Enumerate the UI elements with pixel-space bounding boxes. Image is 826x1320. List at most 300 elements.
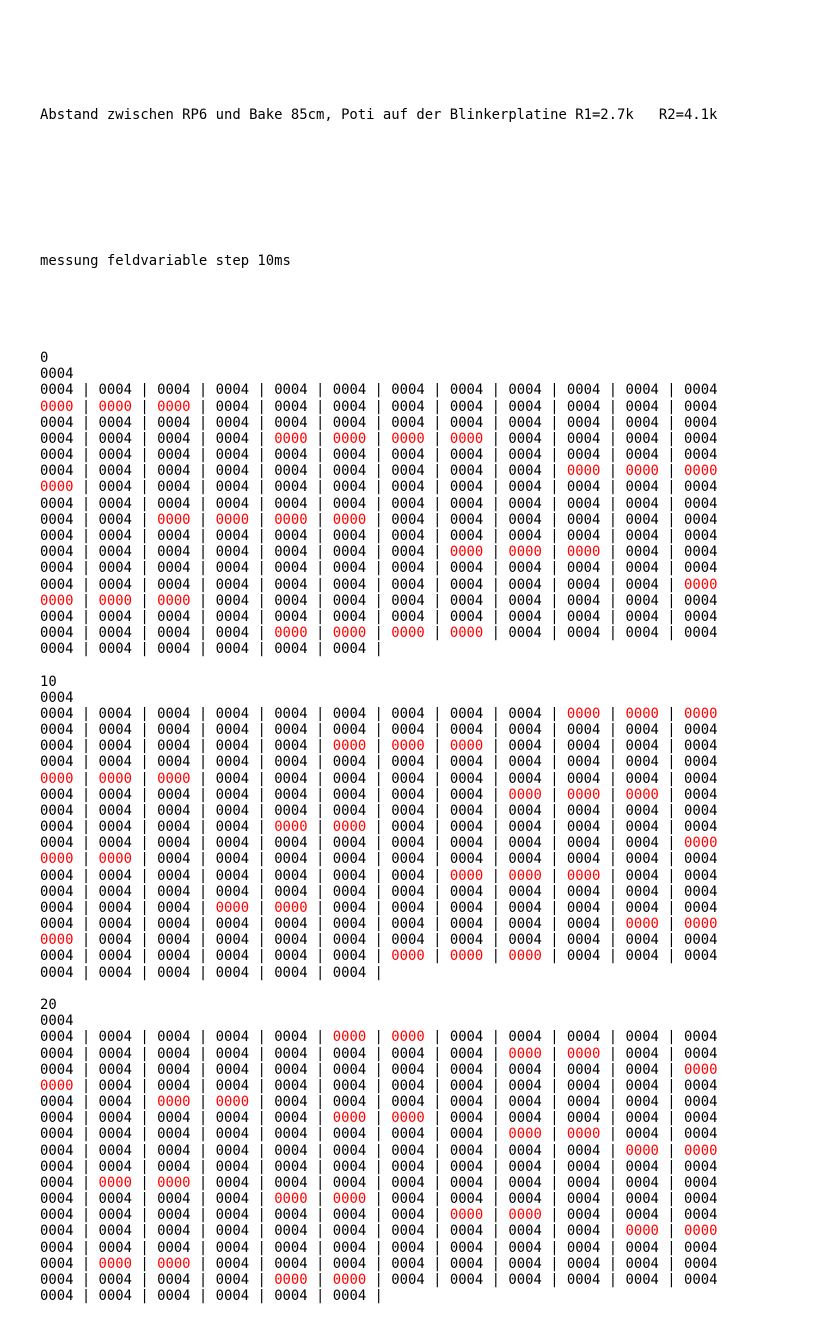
cell-separator: | [424,511,450,528]
cell-separator: | [73,1288,99,1305]
cell-value: 0004 [449,1174,484,1191]
cell-value: 0000 [157,1174,191,1191]
cell-value: 0000 [40,592,74,609]
cell-separator: | [541,495,567,512]
cell-separator: | [249,754,275,771]
cell-value: 0004 [274,1174,308,1191]
cell-separator: | [366,608,392,625]
cell-separator: | [307,1110,333,1127]
data-row [40,593,717,609]
cell-value: 0004 [274,1158,308,1175]
cell-separator: | [483,511,509,528]
cell-value: 0004 [391,1207,425,1224]
section-label: 0 [40,350,49,367]
cell-value: 0004 [332,964,367,981]
cell-separator: | [307,625,333,642]
cell-value: 0004 [332,786,367,803]
cell-separator: | [307,1207,333,1224]
cell-value: 0004 [98,964,132,981]
cell-value: 0004 [274,722,308,739]
cell-value: 0004 [508,1029,542,1046]
cell-separator: | [307,1061,333,1078]
cell-value: 0000 [332,625,367,642]
cell-value: 0004 [566,916,601,933]
cell-value: 0004 [215,835,250,852]
cell-value: 0004 [508,1061,542,1078]
cell-value: 0004 [98,1110,132,1127]
cell-separator: | [73,738,99,755]
cell-separator: | [307,770,333,787]
cell-value: 0004 [157,786,191,803]
cell-separator: | [190,1207,216,1224]
cell-separator: | [366,883,392,900]
cell-separator: | [190,1029,216,1046]
cell-separator: | [424,1077,450,1094]
cell-value: 0000 [449,544,484,561]
cell-value: 0004 [332,592,367,609]
cell-value: 0004 [508,1110,542,1127]
cell-value: 0004 [98,916,132,933]
cell-value: 0004 [215,1255,250,1272]
cell-value: 0004 [215,1045,250,1062]
cell-value: 0004 [391,916,425,933]
cell-separator: | [249,883,275,900]
cell-separator: | [658,1207,685,1224]
cell-separator: | [366,511,392,528]
cell-value: 0004 [391,398,425,415]
cell-value: 0004 [157,802,191,819]
cell-value: 0004 [449,447,484,464]
cell-separator: | [366,1045,392,1062]
cell-value: 0004 [391,802,425,819]
cell-separator: | [73,867,99,884]
cell-separator: | [190,430,216,447]
cell-separator: | [249,1255,275,1272]
cell-value: 0004 [449,1029,484,1046]
cell-value: 0004 [157,948,191,965]
data-row [40,1175,717,1191]
cell-separator: | [424,414,450,431]
cell-separator: | [424,819,450,836]
cell-value: 0004 [449,463,484,480]
cell-value: 0004 [449,1061,484,1078]
cell-separator: | [483,899,509,916]
cell-value: 0004 [157,1158,191,1175]
cell-value: 0004 [391,1142,425,1159]
cell-separator: | [190,899,216,916]
cell-value: 0004 [40,463,74,480]
cell-separator: | [366,802,392,819]
cell-separator: | [132,1029,158,1046]
cell-separator: | [483,1158,509,1175]
cell-separator: | [190,722,216,739]
cell-separator: | [658,867,685,884]
cell-value: 0000 [40,851,74,868]
cell-separator: | [658,625,685,642]
cell-separator: | [658,754,685,771]
cell-value: 0004 [684,1158,718,1175]
cell-separator: | [307,883,333,900]
data-row [40,625,717,641]
cell-separator: | [658,1174,685,1191]
cell-value: 0004 [40,1207,74,1224]
cell-value: 0004 [215,398,250,415]
cell-separator: | [600,511,626,528]
cell-value: 0004 [449,883,484,900]
cell-value: 0004 [625,1158,659,1175]
cell-separator: | [658,786,685,803]
cell-value: 0004 [684,770,718,787]
cell-separator: | [424,592,450,609]
cell-separator: | [132,382,158,399]
cell-value: 0004 [98,1077,132,1094]
cell-separator: | [132,722,158,739]
cell-value: 0000 [684,916,718,933]
cell-value: 0000 [391,625,425,642]
cell-value: 0004 [40,1271,74,1288]
cell-value: 0004 [274,705,308,722]
cell-value: 0004 [391,592,425,609]
cell-value: 0004 [274,738,308,755]
cell-separator: | [249,948,275,965]
cell-value: 0004 [274,883,308,900]
cell-value: 0004 [40,1029,74,1046]
cell-value: 0004 [449,560,484,577]
cell-value: 0004 [391,447,425,464]
cell-value: 0004 [98,382,132,399]
cell-separator: | [73,1094,99,1111]
cell-separator: | [424,1271,450,1288]
cell-value: 0004 [684,1029,718,1046]
cell-separator: | [366,867,392,884]
cell-separator: | [600,883,626,900]
cell-value: 0004 [449,916,484,933]
cell-value: 0000 [274,899,308,916]
cell-separator: | [424,1255,450,1272]
cell-value: 0004 [157,1239,191,1256]
cell-separator: | [658,738,685,755]
cell-value: 0000 [625,705,659,722]
data-row [40,948,717,964]
cell-value: 0004 [684,851,718,868]
row-trailing-separator: | [366,1288,383,1305]
cell-separator: | [658,382,685,399]
cell-value: 0004 [274,1207,308,1224]
cell-value: 0000 [566,705,601,722]
data-row [40,1029,717,1045]
cell-value: 0004 [449,932,484,949]
cell-separator: | [366,625,392,642]
cell-separator: | [483,430,509,447]
cell-separator: | [249,770,275,787]
cell-separator: | [424,398,450,415]
cell-value: 0004 [215,592,250,609]
cell-value: 0004 [274,463,308,480]
cell-separator: | [658,802,685,819]
cell-separator: | [73,1207,99,1224]
cell-value: 0004 [98,1158,132,1175]
cell-separator: | [541,1029,567,1046]
cell-separator: | [249,1174,275,1191]
cell-separator: | [541,544,567,561]
cell-value: 0004 [98,511,132,528]
cell-separator: | [307,1239,333,1256]
cell-separator: | [424,1110,450,1127]
cell-separator: | [424,625,450,642]
cell-separator: | [658,398,685,415]
cell-value: 0004 [508,528,542,544]
cell-value: 0004 [98,948,132,965]
data-row [40,1078,717,1094]
cell-value: 0004 [566,576,601,593]
cell-value: 0004 [684,738,718,755]
cell-value: 0004 [449,899,484,916]
cell-value: 0004 [625,1207,659,1224]
cell-separator: | [132,463,158,480]
cell-value: 0000 [157,1094,191,1111]
cell-separator: | [366,398,392,415]
cell-value: 0004 [215,1110,250,1127]
data-row [40,399,717,415]
data-row [40,577,717,593]
cell-separator: | [483,592,509,609]
cell-value: 0000 [332,511,367,528]
cell-separator: | [132,1239,158,1256]
cell-value: 0004 [332,576,367,593]
cell-value: 0000 [625,463,659,480]
cell-separator: | [190,1094,216,1111]
cell-separator: | [190,1045,216,1062]
cell-separator: | [600,1207,626,1224]
cell-separator: | [483,1255,509,1272]
cell-value: 0004 [391,867,425,884]
cell-separator: | [307,932,333,949]
data-row [40,900,717,916]
cell-value: 0004 [332,447,367,464]
cell-value: 0004 [684,948,718,965]
cell-separator: | [307,786,333,803]
data-row [40,609,717,625]
cell-separator: | [366,916,392,933]
cell-value: 0004 [215,608,250,625]
cell-value: 0004 [215,754,250,771]
cell-value: 0004 [274,608,308,625]
cell-value: 0000 [566,544,601,561]
cell-separator: | [366,932,392,949]
cell-value: 0004 [684,414,718,431]
cell-value: 0000 [40,1077,74,1094]
cell-separator: | [541,1223,567,1240]
cell-separator: | [600,1077,626,1094]
cell-value: 0004 [684,528,718,544]
cell-separator: | [249,867,275,884]
cell-value: 0000 [566,867,601,884]
cell-value: 0004 [274,916,308,933]
cell-separator: | [658,430,685,447]
cell-separator: | [424,851,450,868]
cell-separator: | [424,560,450,577]
cell-value: 0004 [98,786,132,803]
cell-separator: | [132,1191,158,1208]
cell-value: 0004 [332,1223,367,1240]
cell-value: 0000 [684,705,718,722]
cell-value: 0004 [566,414,601,431]
cell-separator: | [307,1094,333,1111]
cell-separator: | [190,560,216,577]
data-row [40,754,717,770]
cell-value: 0004 [449,1271,484,1288]
cell-value: 0004 [40,899,74,916]
cell-value: 0004 [215,495,250,512]
cell-value: 0004 [625,576,659,593]
cell-value: 0004 [391,1126,425,1143]
cell-separator: | [424,1061,450,1078]
cell-value: 0004 [625,1061,659,1078]
cell-separator: | [366,463,392,480]
cell-value: 0004 [157,447,191,464]
cell-separator: | [483,1110,509,1127]
cell-separator: | [424,754,450,771]
cell-separator: | [249,899,275,916]
cell-value: 0004 [215,786,250,803]
cell-value: 0004 [449,705,484,722]
cell-separator: | [249,851,275,868]
cell-separator: | [424,544,450,561]
cell-separator: | [483,1174,509,1191]
cell-separator: | [132,608,158,625]
cell-separator: | [658,1142,685,1159]
cell-separator: | [424,608,450,625]
cell-separator: | [424,770,450,787]
data-row [40,787,717,803]
cell-value: 0004 [98,802,132,819]
cell-value: 0004 [391,1077,425,1094]
cell-separator: | [541,608,567,625]
cell-separator: | [249,1271,275,1288]
data-row [40,1062,717,1078]
cell-separator: | [483,414,509,431]
cell-value: 0004 [566,1191,601,1208]
cell-separator: | [600,851,626,868]
cell-value: 0004 [625,1239,659,1256]
cell-separator: | [658,608,685,625]
cell-value: 0004 [508,463,542,480]
cell-value: 0000 [391,738,425,755]
cell-value: 0004 [332,544,367,561]
cell-value: 0004 [391,899,425,916]
cell-value: 0000 [332,430,367,447]
cell-value: 0004 [625,948,659,965]
cell-separator: | [424,867,450,884]
cell-value: 0004 [684,1271,718,1288]
data-row [40,868,717,884]
cell-value: 0004 [274,1077,308,1094]
cell-value: 0004 [391,770,425,787]
cell-separator: | [483,1061,509,1078]
cell-separator: | [73,1142,99,1159]
cell-value: 0004 [684,1207,718,1224]
cell-separator: | [73,463,99,480]
cell-separator: | [366,1239,392,1256]
cell-value: 0004 [508,802,542,819]
cell-value: 0004 [566,528,601,544]
cell-value: 0004 [40,705,74,722]
cell-separator: | [190,1142,216,1159]
cell-separator: | [190,544,216,561]
cell-value: 0004 [40,1045,74,1062]
cell-separator: | [424,722,450,739]
cell-separator: | [73,398,99,415]
cell-separator: | [132,899,158,916]
cell-value: 0004 [449,1126,484,1143]
cell-separator: | [249,382,275,399]
cell-value: 0004 [215,1142,250,1159]
cell-value: 0004 [98,1207,132,1224]
cell-separator: | [73,560,99,577]
blank-line [40,302,717,318]
cell-separator: | [307,1126,333,1143]
data-row [40,932,717,948]
cell-separator: | [132,1174,158,1191]
cell-value: 0004 [391,1174,425,1191]
cell-value: 0004 [625,1255,659,1272]
cell-value: 0004 [449,576,484,593]
cell-separator: | [249,1077,275,1094]
cell-value: 0000 [684,1142,718,1159]
cell-value: 0004 [566,1110,601,1127]
cell-separator: | [541,786,567,803]
section-lead-value: 0004 [40,689,74,706]
cell-value: 0004 [98,1142,132,1159]
cell-separator: | [600,1255,626,1272]
cell-value: 0004 [332,948,367,965]
cell-value: 0004 [215,1158,250,1175]
cell-separator: | [366,560,392,577]
cell-value: 0004 [625,754,659,771]
cell-value: 0004 [274,544,308,561]
cell-separator: | [190,495,216,512]
cell-value: 0004 [391,479,425,496]
section-lead-value: 0004 [40,1013,74,1030]
cell-value: 0000 [274,511,308,528]
cell-value: 0004 [625,932,659,949]
cell-value: 0004 [449,398,484,415]
cell-separator: | [366,447,392,464]
cell-separator: | [73,722,99,739]
cell-value: 0004 [449,722,484,739]
cell-separator: | [541,1255,567,1272]
cell-value: 0004 [40,738,74,755]
cell-separator: | [600,1191,626,1208]
cell-separator: | [541,1126,567,1143]
cell-value: 0004 [684,1255,718,1272]
cell-separator: | [73,430,99,447]
cell-value: 0000 [449,738,484,755]
data-row [40,771,717,787]
cell-separator: | [73,1126,99,1143]
cell-value: 0004 [566,802,601,819]
cell-value: 0004 [508,705,542,722]
cell-separator: | [600,802,626,819]
cell-value: 0004 [157,754,191,771]
cell-separator: | [424,1142,450,1159]
cell-separator: | [600,1045,626,1062]
cell-value: 0004 [215,948,250,965]
cell-value: 0004 [332,528,367,544]
cell-separator: | [307,430,333,447]
cell-value: 0004 [332,608,367,625]
cell-separator: | [541,705,567,722]
